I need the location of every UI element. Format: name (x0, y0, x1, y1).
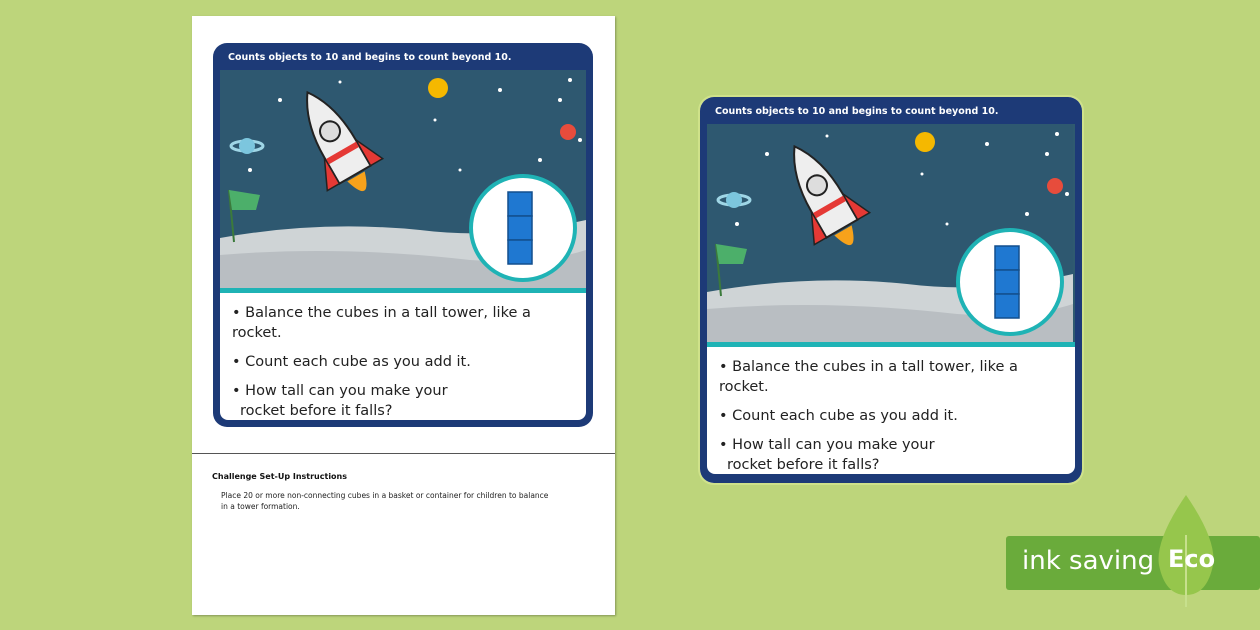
badge-text: ink saving (1022, 546, 1155, 576)
card-text (220, 293, 586, 420)
bullet: • Balance the cubes in a tall tower, like a rocket. (232, 305, 531, 341)
bullet-line: rocket before it falls? (727, 457, 880, 473)
challenge-card-preview (700, 97, 1082, 483)
bullet-line: • How tall can you make your (719, 437, 935, 453)
rocket-illustration (220, 70, 586, 288)
eco-label: Eco (1168, 545, 1216, 573)
card-preview (698, 95, 1084, 485)
bullet-line: • How tall can you make your (232, 383, 448, 399)
bullet: • Count each cube as you add it. (719, 408, 958, 424)
bullet (232, 381, 574, 421)
card-text (707, 347, 1075, 474)
divider (192, 453, 615, 454)
challenge-card (213, 43, 593, 427)
bullet-line: rocket before it falls? (240, 403, 393, 419)
ink-saving-badge (1006, 536, 1260, 590)
bullet: • Count each cube as you add it. (232, 354, 471, 370)
worksheet-page (192, 16, 615, 615)
instructions-body: Place 20 or more non-connecting cubes in a basket or container for children to balance in a tower formation. (221, 491, 549, 511)
card-header: Counts objects to 10 and begins to count beyond 10. (715, 106, 999, 117)
rocket-illustration (707, 124, 1075, 342)
instructions-title: Challenge Set-Up Instructions (212, 472, 348, 481)
card-header: Counts objects to 10 and begins to count beyond 10. (228, 52, 512, 63)
bullet (719, 435, 1063, 475)
bullet: • Balance the cubes in a tall tower, like a rocket. (719, 359, 1018, 395)
